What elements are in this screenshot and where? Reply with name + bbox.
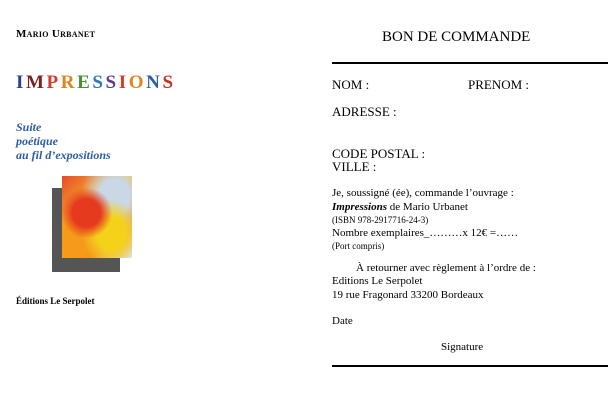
title-letter: S <box>92 72 106 93</box>
field-adresse-label: ADRESSE : <box>332 104 397 119</box>
return-instruction: À retourner avec règlement à l’ordre de : <box>356 262 536 274</box>
bottom-divider <box>332 365 608 367</box>
title-letter: I <box>118 72 129 93</box>
title-letter: E <box>77 72 93 93</box>
order-statement: Je, soussigné (ée), commande l’ouvrage : <box>332 187 514 199</box>
author-name: Mario Urbanet <box>16 28 96 40</box>
date-label: Date <box>332 315 353 327</box>
work-author: de Mario Urbanet <box>387 201 468 213</box>
postal-city-block <box>332 147 425 173</box>
book-title <box>16 72 176 94</box>
field-nom-label: NOM : <box>332 77 370 92</box>
isbn-text: (ISBN 978-2917716-24-3) <box>332 215 429 225</box>
publisher-name: Éditions Le Serpolet <box>16 296 95 306</box>
title-letter: P <box>46 72 61 93</box>
field-code-postal-label: CODE POSTAL : <box>332 146 426 161</box>
order-form-title: BON DE COMMANDE <box>382 29 531 45</box>
return-publisher: Editions Le Serpolet <box>332 275 423 287</box>
subtitle-line: poétique <box>16 134 58 148</box>
book-subtitle <box>16 120 111 162</box>
order-work <box>332 201 468 213</box>
work-title: Impressions <box>332 201 388 213</box>
title-letter: I <box>16 72 26 93</box>
field-prenom-label: PRENOM : <box>468 77 530 92</box>
subtitle-line: au fil d’expositions <box>16 148 111 162</box>
title-letter: S <box>162 72 176 93</box>
title-letter: S <box>105 72 119 93</box>
title-letter: O <box>128 72 147 93</box>
top-divider <box>332 62 608 64</box>
title-letter: R <box>60 72 78 93</box>
port-text: (Port compris) <box>332 241 385 251</box>
return-address: 19 rue Fragonard 33200 Bordeaux <box>332 289 484 301</box>
cover-painting-image <box>62 176 132 258</box>
signature-label: Signature <box>441 341 484 353</box>
field-ville-label: VILLE : <box>332 159 377 174</box>
title-letter: N <box>146 72 163 93</box>
quantity-line: Nombre exemplaires_………x 12€ =…… <box>332 227 519 239</box>
subtitle-line: Suite <box>16 120 42 134</box>
title-letter: M <box>26 72 47 93</box>
